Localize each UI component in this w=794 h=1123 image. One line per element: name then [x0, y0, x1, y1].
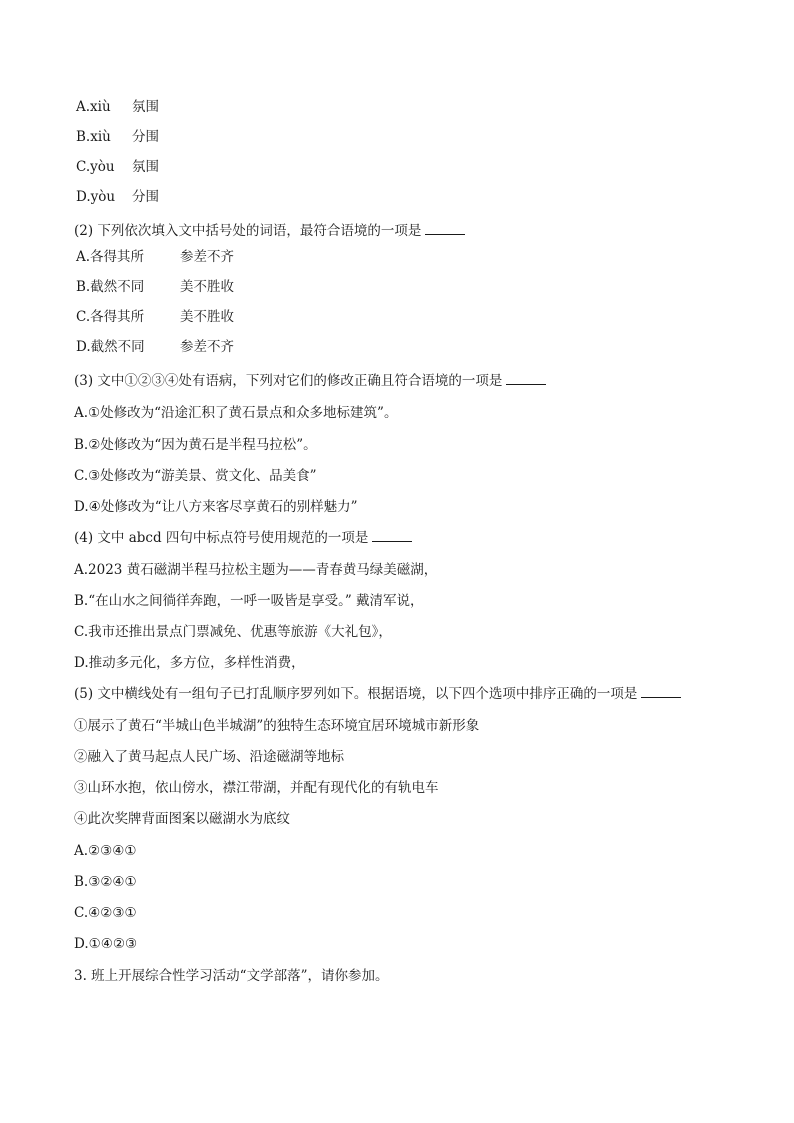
- option-letter: D.yòu: [76, 189, 116, 205]
- q4-option-d: D.推动多元化，多方位，多样性消费，: [74, 655, 305, 671]
- answer-blank: [372, 529, 412, 542]
- q5-option-b: B.③②④①: [74, 874, 137, 890]
- option-letter: A.xiù: [76, 99, 111, 115]
- q5-sentence-3: ③山环水抱，依山傍水，襟江带湖，并配有现代化的有轨电车: [74, 780, 439, 796]
- option-letter: B.xiù: [76, 129, 111, 145]
- option-text: 参差不齐: [180, 339, 234, 355]
- q5-sentence-1: ①展示了黄石“半城山色半城湖”的独特生态环境宜居环境城市新形象: [74, 718, 480, 734]
- q4-option-c: C.我市还推出景点门票减免、优惠等旅游《大礼包》，: [74, 624, 392, 640]
- section-3-heading: 3. 班上开展综合性学习活动“文学部落”，请你参加。: [74, 968, 389, 984]
- q1-option-d: [76, 188, 159, 206]
- option-text: 美不胜收: [180, 279, 234, 295]
- q5-option-c: C.④②③①: [74, 905, 137, 921]
- q3-option-b: B.②处修改为“因为黄石是半程马拉松”。: [74, 437, 317, 453]
- q3-option-c: C.③处修改为“游美景、赏文化、品美食”: [74, 468, 317, 484]
- q2-option-a: [76, 248, 234, 266]
- question-text: (2) 下列依次填入文中括号处的词语，最符合语境的一项是: [74, 223, 422, 239]
- option-text: 分围: [132, 189, 159, 205]
- q1-option-b: [76, 128, 159, 146]
- q2-option-b: [76, 278, 234, 296]
- q1-option-c: [76, 158, 159, 176]
- q5-option-a: A.②③④①: [74, 843, 137, 859]
- q5-option-d: D.①④②③: [74, 936, 138, 952]
- question-text: (4) 文中 abcd 四句中标点符号使用规范的一项是: [74, 530, 369, 546]
- option-text: 氛围: [132, 159, 159, 175]
- q3-option-d: D.④处修改为“让八方来客尽享黄石的别样魅力”: [74, 499, 358, 515]
- q4-option-a: A.2023 黄石磁湖半程马拉松主题为——青春黄马绿美磁湖，: [74, 562, 438, 578]
- option-letter: D.截然不同: [76, 339, 145, 355]
- q5-sentence-4: ④此次奖牌背面图案以磁湖水为底纹: [74, 811, 290, 827]
- q3-stem: [74, 372, 546, 390]
- q3-option-a: A.①处修改为“沿途汇积了黄石景点和众多地标建筑”。: [74, 405, 398, 421]
- q4-stem: [74, 529, 412, 547]
- option-text: 美不胜收: [180, 309, 234, 325]
- option-letter: B.截然不同: [76, 279, 145, 295]
- q2-stem: [74, 222, 465, 240]
- option-text: 参差不齐: [180, 249, 234, 265]
- answer-blank: [506, 372, 546, 385]
- q2-option-d: [76, 338, 234, 356]
- q4-option-b: B.“在山水之间徜徉奔跑，一呼一吸皆是享受。” 戴清军说，: [74, 593, 424, 609]
- option-text: 氛围: [132, 99, 159, 115]
- answer-blank: [425, 222, 465, 235]
- q5-stem: [74, 685, 681, 703]
- answer-blank: [641, 685, 681, 698]
- option-letter: C.各得其所: [76, 309, 145, 325]
- option-text: 分围: [132, 129, 159, 145]
- q2-option-c: [76, 308, 234, 326]
- q1-option-a: [76, 98, 159, 116]
- question-text: (3) 文中①②③④处有语病，下列对它们的修改正确且符合语境的一项是: [74, 373, 503, 389]
- option-letter: A.各得其所: [76, 249, 145, 265]
- question-text: (5) 文中横线处有一组句子已打乱顺序罗列如下。根据语境，以下四个选项中排序正确的一项是: [74, 686, 638, 702]
- option-letter: C.yòu: [76, 159, 115, 175]
- q5-sentence-2: ②融入了黄马起点人民广场、沿途磁湖等地标: [74, 749, 344, 765]
